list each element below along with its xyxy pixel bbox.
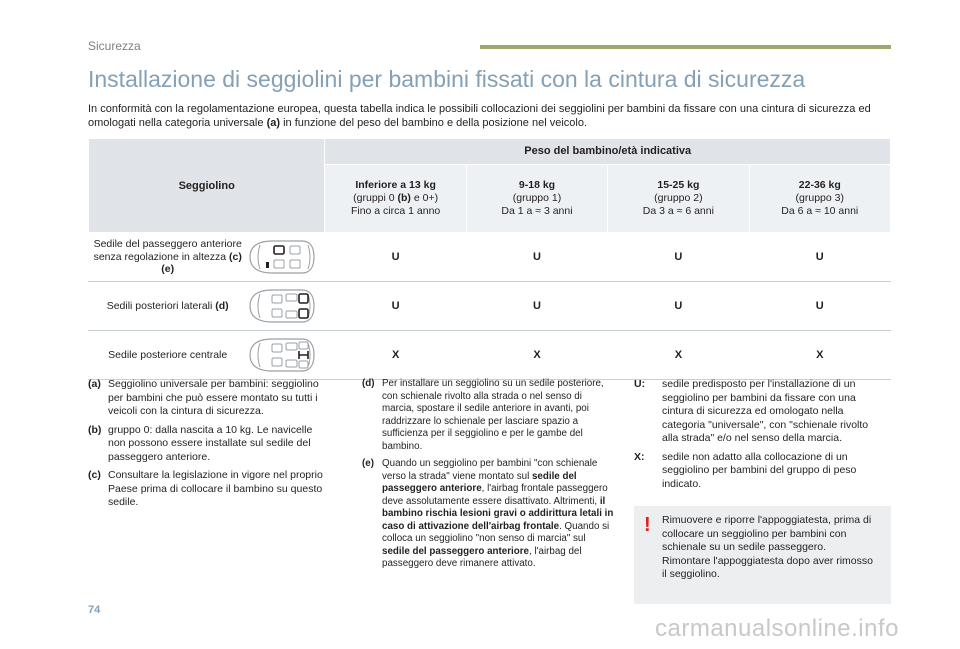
seat-position-cell: Sedili posteriori laterali (d) — [89, 282, 325, 331]
table-cell: U — [466, 233, 607, 282]
legend-note: U: sedile predisposto per l'installazione di un seggiolino per bambini da fissare con una cintura di sicurezza ed omologato nella categoria "universale", con "schienale rivolto alla strada" e/o nel senso della marcia. — [634, 378, 869, 444]
seat-position-cell: Sedile posteriore centrale — [89, 331, 325, 380]
table-cell: U — [325, 282, 466, 331]
weight-column-header: 9-18 kg (gruppo 1) Da 1 a ≈ 3 anni — [466, 164, 607, 232]
intro-paragraph: In conformità con la regolamentazione europea, questa tabella indica le possibili collocazioni dei seggiolini per bambini da fissare con una cintura di sicurezza ed omologati nella categoria universale (a) in funzione del peso del bambino e della posizione nel veicolo. — [88, 103, 871, 129]
footnote: (c) Consultare la legislazione in vigore nel proprio Paese prima di collocare il bambino su questo sedile. — [88, 469, 323, 508]
table-cell: X — [608, 331, 749, 380]
warning-text: Rimuovere e riporre l'appoggiatesta, prima di collocare un seggiolino per bambini con schienale su un sedile passeggero. Rimontare l'appoggiatesta dopo aver rimosso il seggiolino. — [662, 514, 873, 580]
notes-right — [634, 378, 884, 496]
child-seat-table — [88, 138, 891, 380]
table-row — [89, 282, 891, 331]
table-cell: U — [608, 233, 749, 282]
warning-icon: ! — [644, 514, 651, 536]
page-title: Installazione di seggiolini per bambini fissati con la cintura di sicurezza — [88, 66, 806, 92]
weight-header: Peso del bambino/età indicativa — [325, 139, 891, 165]
table-cell: U — [749, 282, 890, 331]
table-cell: X — [466, 331, 607, 380]
section-rule — [480, 45, 891, 49]
table-row — [89, 233, 891, 282]
seat-column-header: Seggiolino — [89, 139, 325, 233]
seat-position-cell: Sedile del passeggero anteriore senza regolazione in altezza (c) (e) — [89, 233, 325, 282]
legend-note: X: sedile non adatto alla collocazione di un seggiolino per bambini del gruppo di peso indicato. — [634, 450, 857, 490]
weight-column-header: 15-25 kg (gruppo 2) Da 3 a ≈ 6 anni — [608, 164, 749, 232]
section-label: Sicurezza — [88, 39, 141, 53]
table-cell: U — [749, 233, 890, 282]
weight-column-header: Inferiore a 13 kg (gruppi 0 (b) e 0+) Fino a circa 1 anno — [325, 164, 466, 232]
table-cell: X — [749, 331, 890, 380]
car-rear-side-seats-icon — [246, 286, 318, 326]
footnote: (b) gruppo 0: dalla nascita a 10 kg. Le navicelle non possono essere installate sul sedile del passeggero anteriore. — [88, 423, 313, 463]
watermark: carmanualsonline.info — [655, 615, 899, 642]
notes-left — [88, 378, 328, 515]
footnote: (a) Seggiolino universale per bambini: seggiolino per bambini che può essere montato su tutti i veicoli con la cintura di sicurezza. — [88, 378, 319, 417]
page-number: 74 — [88, 604, 101, 616]
footnote: (e) Quando un seggiolino per bambini "con schienale verso la strada" viene montato sul sedile del passeggero anteriore, l'airbag frontale passeggero deve assolutamente essere disattivato. Altrimenti, il bambino rischia lesioni gravi o addirittura letali in caso di attivazione dell'airbag frontale. Quando si colloca un seggiolino "non senso di marcia" sul sedile del passeggero anteriore, l'airbag del passeggero deve rimanere attivato. — [362, 458, 614, 569]
notes-middle — [362, 378, 615, 576]
warning-box — [634, 506, 891, 604]
car-rear-center-seat-icon — [246, 335, 318, 375]
footnote: (d) Per installare un seggiolino su un sedile posteriore, con schienale rivolto alla strada o nel senso di marcia, spostare il sedile anteriore in avanti, poi raddrizzare lo schienale per lasciare spazio a sufficienza per il seggiolino e per le gambe del bambino. — [362, 378, 604, 452]
table-cell: U — [325, 233, 466, 282]
table-cell: X — [325, 331, 466, 380]
weight-column-header: 22-36 kg (gruppo 3) Da 6 a ≈ 10 anni — [749, 164, 890, 232]
table-row — [89, 331, 891, 380]
table-cell: U — [608, 282, 749, 331]
table-cell: U — [466, 282, 607, 331]
car-front-seat-icon — [246, 237, 318, 277]
